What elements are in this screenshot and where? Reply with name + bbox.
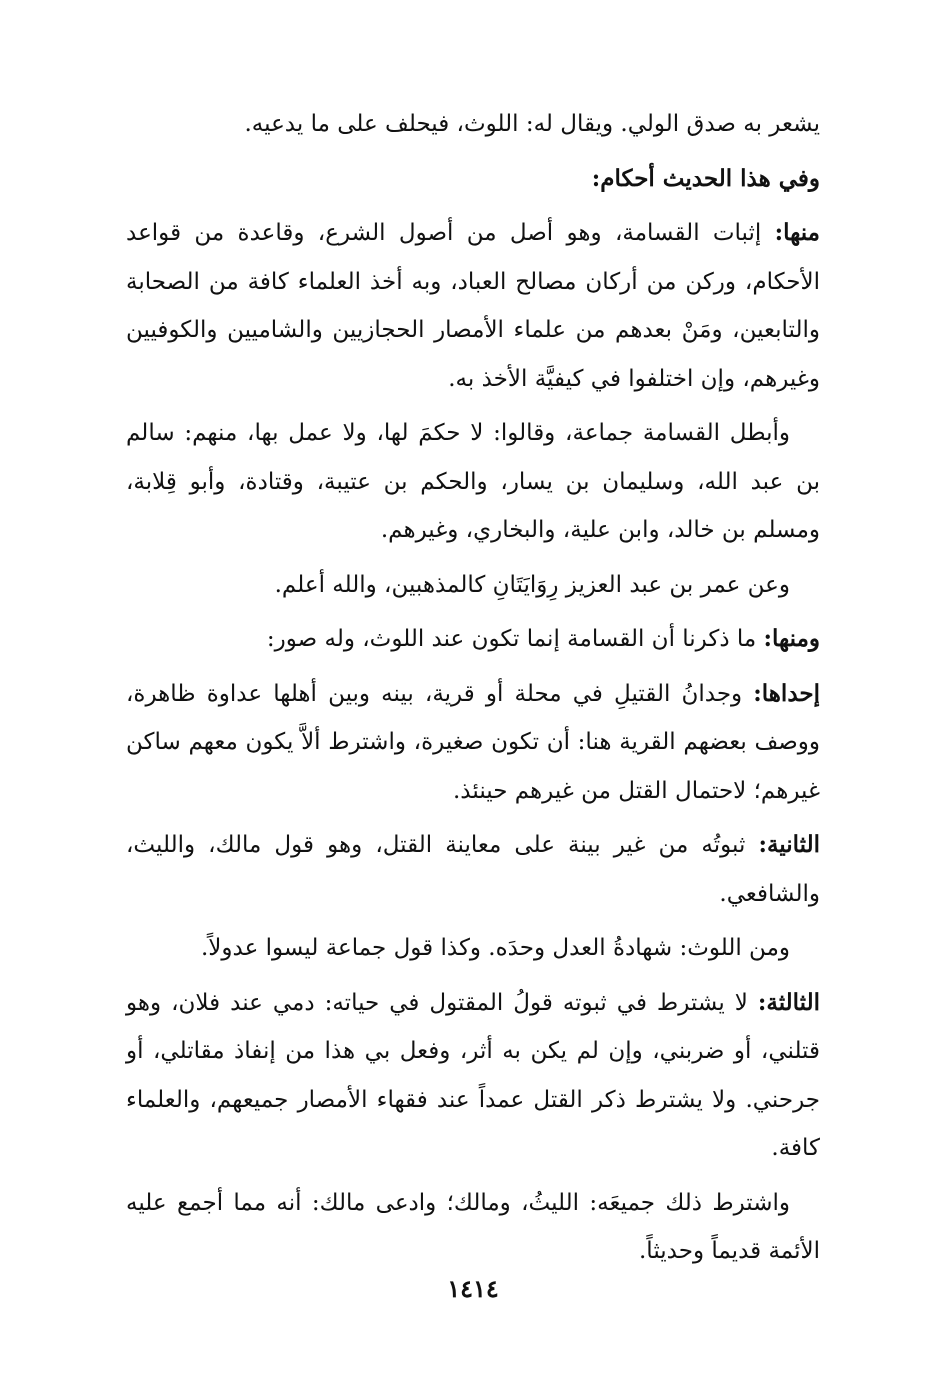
page-body [126,100,820,1282]
paragraph-9 [126,924,820,973]
paragraph-9-text: ومن اللوث: شهادةُ العدل وحدَه. وكذا قول جماعة ليسوا عدولاً. [201,935,790,961]
section-heading-text: وفي هذا الحديث أحكام: [591,164,820,192]
paragraph-3-lead: منها: [774,219,820,246]
paragraph-3 [126,209,820,403]
paragraph-11 [126,1179,820,1276]
paragraph-6 [126,615,820,664]
paragraph-7-text: وجدانُ القتيلِ في محلة أو قرية، بينه وبين أهلها عداوة ظاهرة، ووصف بعضهم القرية هنا: أن تكون صغيرة، واشترط ألاَّ يكون معهم ساكن غيرهم؛ لاحتمال القتل من غيرهم حينئذ. [126,680,820,804]
paragraph-6-lead: ومنها: [763,625,820,652]
paragraph-6-text: ما ذكرنا أن القسامة إنما تكون عند اللوث، وله صور: [266,626,764,652]
paragraph-10-lead: الثالثة: [757,988,820,1016]
paragraph-7-lead: إحداها: [753,679,820,707]
paragraph-7 [126,670,820,816]
page-number: ١٤١٤ [447,1274,499,1303]
paragraph-8-text: ثبوتُه من غير بينة على معاينة القتل، وهو قول مالك، والليث، والشافعي. [126,832,820,907]
paragraph-8-lead: الثانية: [758,831,820,858]
section-heading [126,155,820,204]
paragraph-4-text: وأبطل القسامة جماعة، وقالوا: لا حكمَ لها، ولا عمل بها، منهم: سالم بن عبد الله، وسليمان بن يسار، والحكم بن عتيبة، وقتادة، وأبو قِلابة، ومسلم بن خالد، وابن علية، والبخاري، وغيرهم. [126,420,820,543]
paragraph-1-text: يشعر به صدق الولي. ويقال له: اللوث، فيحلف على ما يدعيه. [244,111,820,137]
paragraph-5 [126,561,820,610]
paragraph-10 [126,979,820,1173]
paragraph-10-text: لا يشترط في ثبوته قولُ المقتول في حياته: دمي عند فلان، وهو قتلني، أو ضربني، وإن لم يكن به أثر، وفعل بي هذا من إنفاذ مقاتلي، أو جرحني. ولا يشترط ذكر القتل عمداً عند فقهاء الأمصار جميعهم، والعلماء كافة. [126,989,820,1161]
paragraph-11-text: واشترط ذلك جميعَه: الليثُ، ومالك؛ وادعى مالك: أنه مما أجمع عليه الأئمة قديماً وحديثاً. [126,1189,820,1264]
paragraph-8 [126,821,820,918]
paragraph-4 [126,409,820,555]
paragraph-3-text: إثبات القسامة، وهو أصل من أصول الشرع، وقاعدة من قواعد الأحكام، وركن من أركان مصالح العباد، وبه أخذ العلماء كافة من الصحابة والتابعين، ومَنْ بعدهم من علماء الأمصار الحجازيين والشاميين والكوفيين وغيرهم، وإن اختلفوا في كيفيَّة الأخذ به. [126,220,820,392]
paragraph-1 [126,100,820,149]
paragraph-5-text: وعن عمر بن عبد العزيز رِوَايَتَانِ كالمذهبين، والله أعلم. [274,571,790,598]
